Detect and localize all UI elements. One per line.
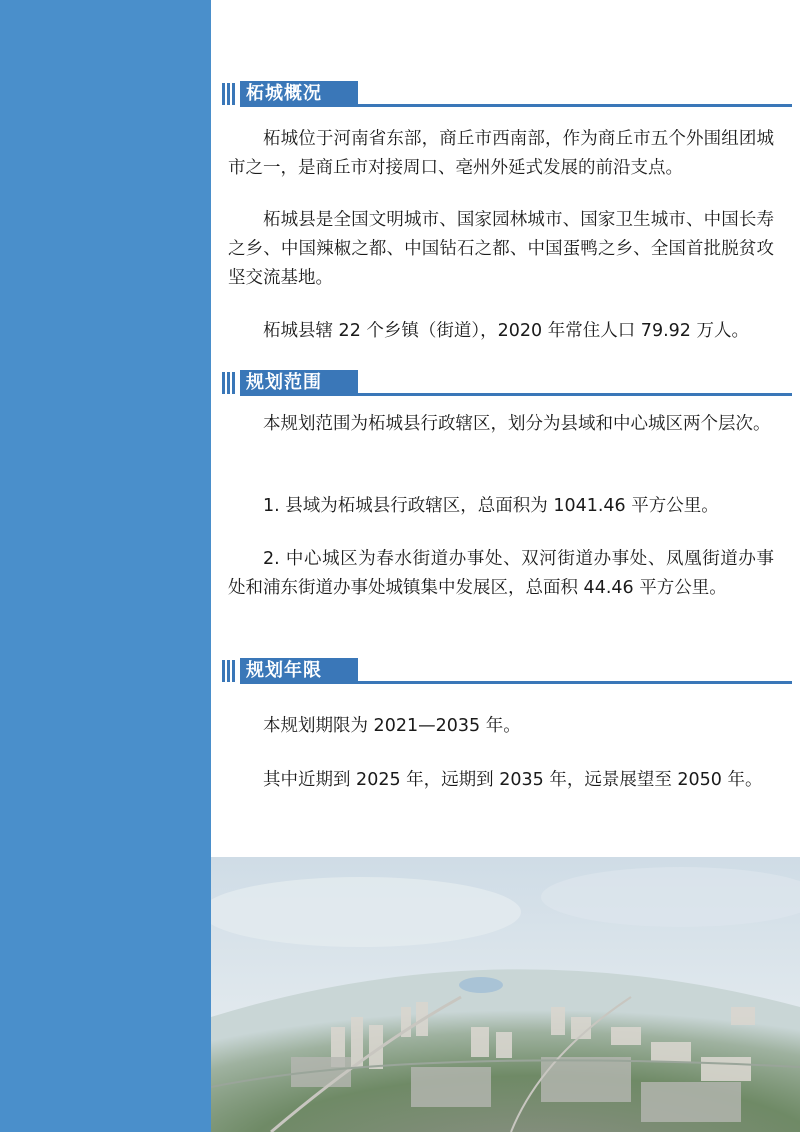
header-bars-icon xyxy=(222,83,238,105)
section-header-scope xyxy=(222,370,792,396)
paragraph: 2. 中心城区为春水街道办事处、双河街道办事处、凤凰街道办事处和浦东街道办事处城镇集中发展区，总面积 44.46 平方公里。 xyxy=(228,549,774,598)
paragraph: 其中近期到 2025 年，远期到 2035 年，远景展望至 2050 年。 xyxy=(263,770,763,790)
section-header-period xyxy=(222,658,792,684)
left-sidebar-band xyxy=(0,0,211,1132)
paragraph: 柘城位于河南省东部，商丘市西南部，作为商丘市五个外围组团城市之一，是商丘市对接周口、亳州外延式发展的前沿支点。 xyxy=(228,129,774,178)
header-bars-icon xyxy=(222,660,238,682)
header-bars-icon xyxy=(222,372,238,394)
header-rule xyxy=(358,104,792,107)
paragraph: 柘城县是全国文明城市、国家园林城市、国家卫生城市、中国长寿之乡、中国辣椒之都、中国钻石之都、中国蛋鸭之乡、全国首批脱贫攻坚交流基地。 xyxy=(228,210,774,288)
section-title: 柘城概况 xyxy=(240,81,358,107)
header-rule xyxy=(358,681,792,684)
section-title: 规划年限 xyxy=(240,658,358,684)
paragraph: 本规划范围为柘城县行政辖区，划分为县域和中心城区两个层次。 xyxy=(263,414,771,434)
paragraph: 本规划期限为 2021—2035 年。 xyxy=(263,716,521,736)
header-rule xyxy=(358,393,792,396)
section-header-overview xyxy=(222,81,792,107)
paragraph: 1. 县域为柘城县行政辖区，总面积为 1041.46 平方公里。 xyxy=(263,496,719,516)
section-title: 规划范围 xyxy=(240,370,358,396)
aerial-city-photo xyxy=(211,857,800,1132)
paragraph: 柘城县辖 22 个乡镇（街道），2020 年常住人口 79.92 万人。 xyxy=(263,321,749,341)
